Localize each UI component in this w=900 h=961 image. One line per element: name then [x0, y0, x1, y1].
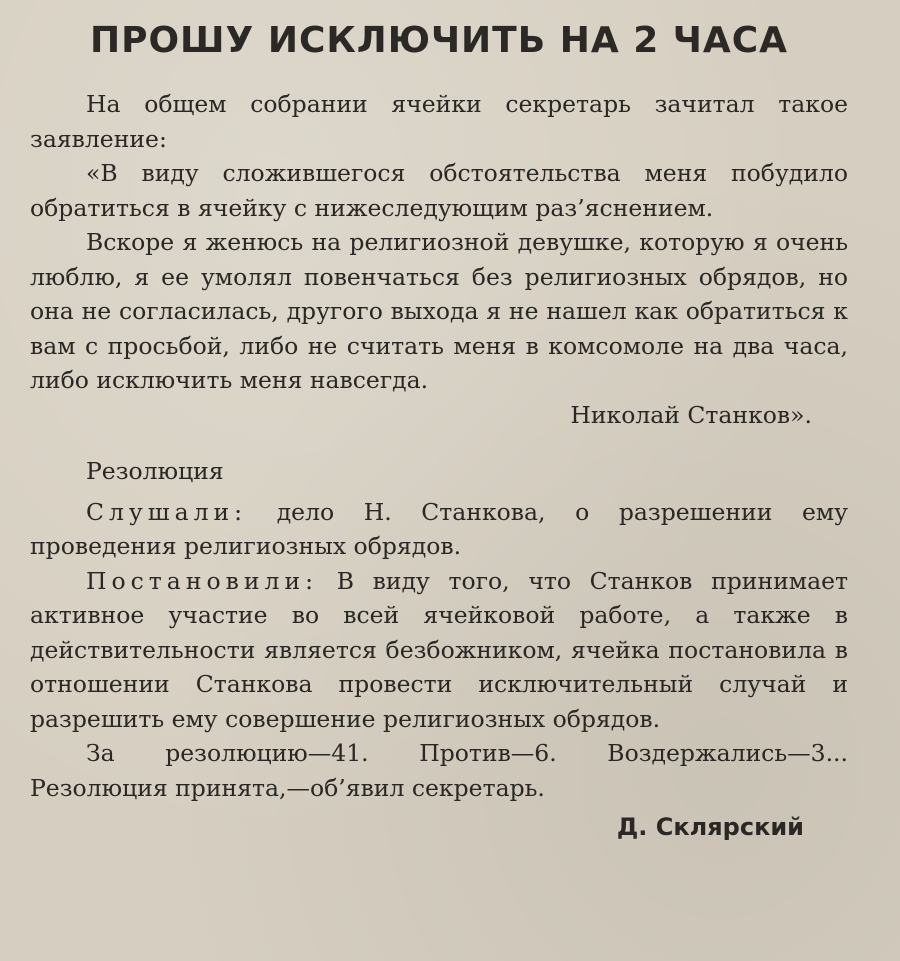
article-author: Д. Склярский: [616, 813, 804, 841]
heard-label: Слушали:: [86, 497, 248, 526]
heard-text: дело Н. Станкова, о разрешении ему проведения религиозных обрядов.: [30, 497, 848, 560]
article-title: ПРОШУ ИСКЛЮЧИТЬ НА 2 ЧАСА: [89, 20, 789, 61]
statement-signature: Николай Станков».: [570, 400, 812, 429]
vote-paragraph: За резолюцию—41. Против—6. Воздержались—3... Резолюция принята,—об’явил секретарь.: [30, 739, 848, 802]
statement-paragraph-2: Вскоре я женюсь на религиозной девушке, которую я очень люблю, я ее умолял повенчаться без религиозных обрядов, но она не согласилась, другого выхода я не нашел как обратиться к вам с просьбой, либо не считать меня в комсомоле на два часа, либо исключить меня навсегда.: [30, 228, 848, 394]
decided-paragraph: [30, 564, 848, 737]
resolution-heading: Резолюция: [86, 457, 224, 485]
heard-paragraph: [30, 495, 848, 564]
statement-paragraph-1: «В виду сложившегося обстоятельства меня побудило обратиться в ячейку с нижеследующим раз’яснением.: [30, 159, 848, 222]
decided-text: В виду того, что Станков принимает активное участие во всей ячейковой работе, а также в действительности является безбожником, ячейка постановила в отношении Станкова провести исключительный случай и разрешить ему совершение религиозных обрядов.: [30, 566, 848, 733]
decided-label: Постановили:: [86, 566, 319, 595]
article-body: [30, 87, 848, 805]
intro-paragraph: На общем собрании ячейки секретарь зачитал такое заявление:: [30, 90, 848, 153]
